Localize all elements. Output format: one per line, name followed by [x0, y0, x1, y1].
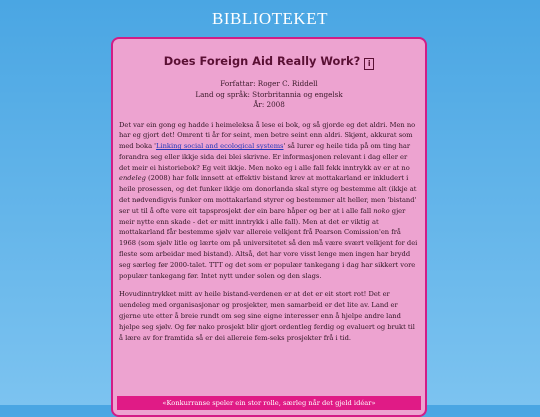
book-meta [113, 79, 425, 111]
year-line: År: 2008 [253, 100, 285, 109]
p1-text-c: (2008) har folk innsett at effektiv bistand krev at mottakarland er inkludert i heile prosessen, og det funker ikkje om donorlanda skal styre og bestemme alt (ikkje at det nødvendigvis funker om mottakarland styrer og bestemmer alt heller, men 'bistand' ser ut til å ofte vere eit tapsprosjekt der ein bare håper og ber at i alle fall [119, 174, 417, 215]
site-title: BIBLIOTEKET [212, 9, 328, 28]
book-review-card [111, 37, 427, 417]
author-line: Forfattar: Roger C. Riddell [220, 79, 318, 88]
linking-systems-link[interactable]: Linking social and ecological systems [156, 142, 284, 151]
book-title [113, 54, 425, 70]
book-title-text: Does Foreign Aid Really Work? [163, 54, 361, 68]
p1-text-b: ' så lurer eg heile tida på om ting har forandra seg eller ikkje sida dei blei skrivne. Er informasjonen relevant i dag eller er det meir ei historiebok? Eg veit ikkje. Men noko eg i alle fall fekk inntrykk av er at no [119, 142, 411, 172]
review-paragraph-1 [119, 120, 419, 282]
review-body [119, 120, 419, 344]
p1-emphasis-1: endeleg [119, 174, 146, 183]
review-paragraph-2: Hovudinntrykket mitt av heile bistand-verdenen er at det er eit stort rot! Det er uendeleg med organisasjonar og prosjekter, men samarbeid er det lite av. Land er gjerne ute etter å breie rundt om seg sine eigne interesser enn å hjelpe andre land hjelpe seg sjølv. Og før nako prosjekt blir gjort ordentleg ferdig og evaluert og brukt til å lære av for framtida så er dei allereie fem-seks prosjekter frå i tid. [119, 290, 415, 342]
p1-text-a: Det var ein gong eg hadde i heimeleksa å lese ei bok, og så gjorde eg det aldri. Men no har eg gjort det! Omrent ti år for seint, men betre seint enn aldri. Skjønt, akkurat som med boka ' [119, 120, 416, 151]
quote-banner: «Konkurranse speler ein stor rolle, særleg når det gjeld idéar» [117, 396, 421, 410]
p1-emphasis-2: noko [373, 206, 390, 215]
p1-text-d: gjer meir nytte enn skade - det er mitt inntrykk i alle fall). Men at det er viktig at mottakarland får bestemme sjølv var allereie velkjent frå Pearson Comission'en frå 1968 (som sjølv litle og lærte om på universitetet så den må være svært velkjent for dei fleste som arbeidar med bistand). Altså, det har vore visst lenge men ingen har brydd seg særleg før 2000-talet. TTT og det som er populær tankegang i dag har sikkert vore populær tankegang før. Intet nytt under solen og den slags. [119, 206, 418, 280]
land-line: Land og språk: Storbritannia og engelsk [195, 89, 343, 99]
book-icon: i [364, 58, 374, 70]
